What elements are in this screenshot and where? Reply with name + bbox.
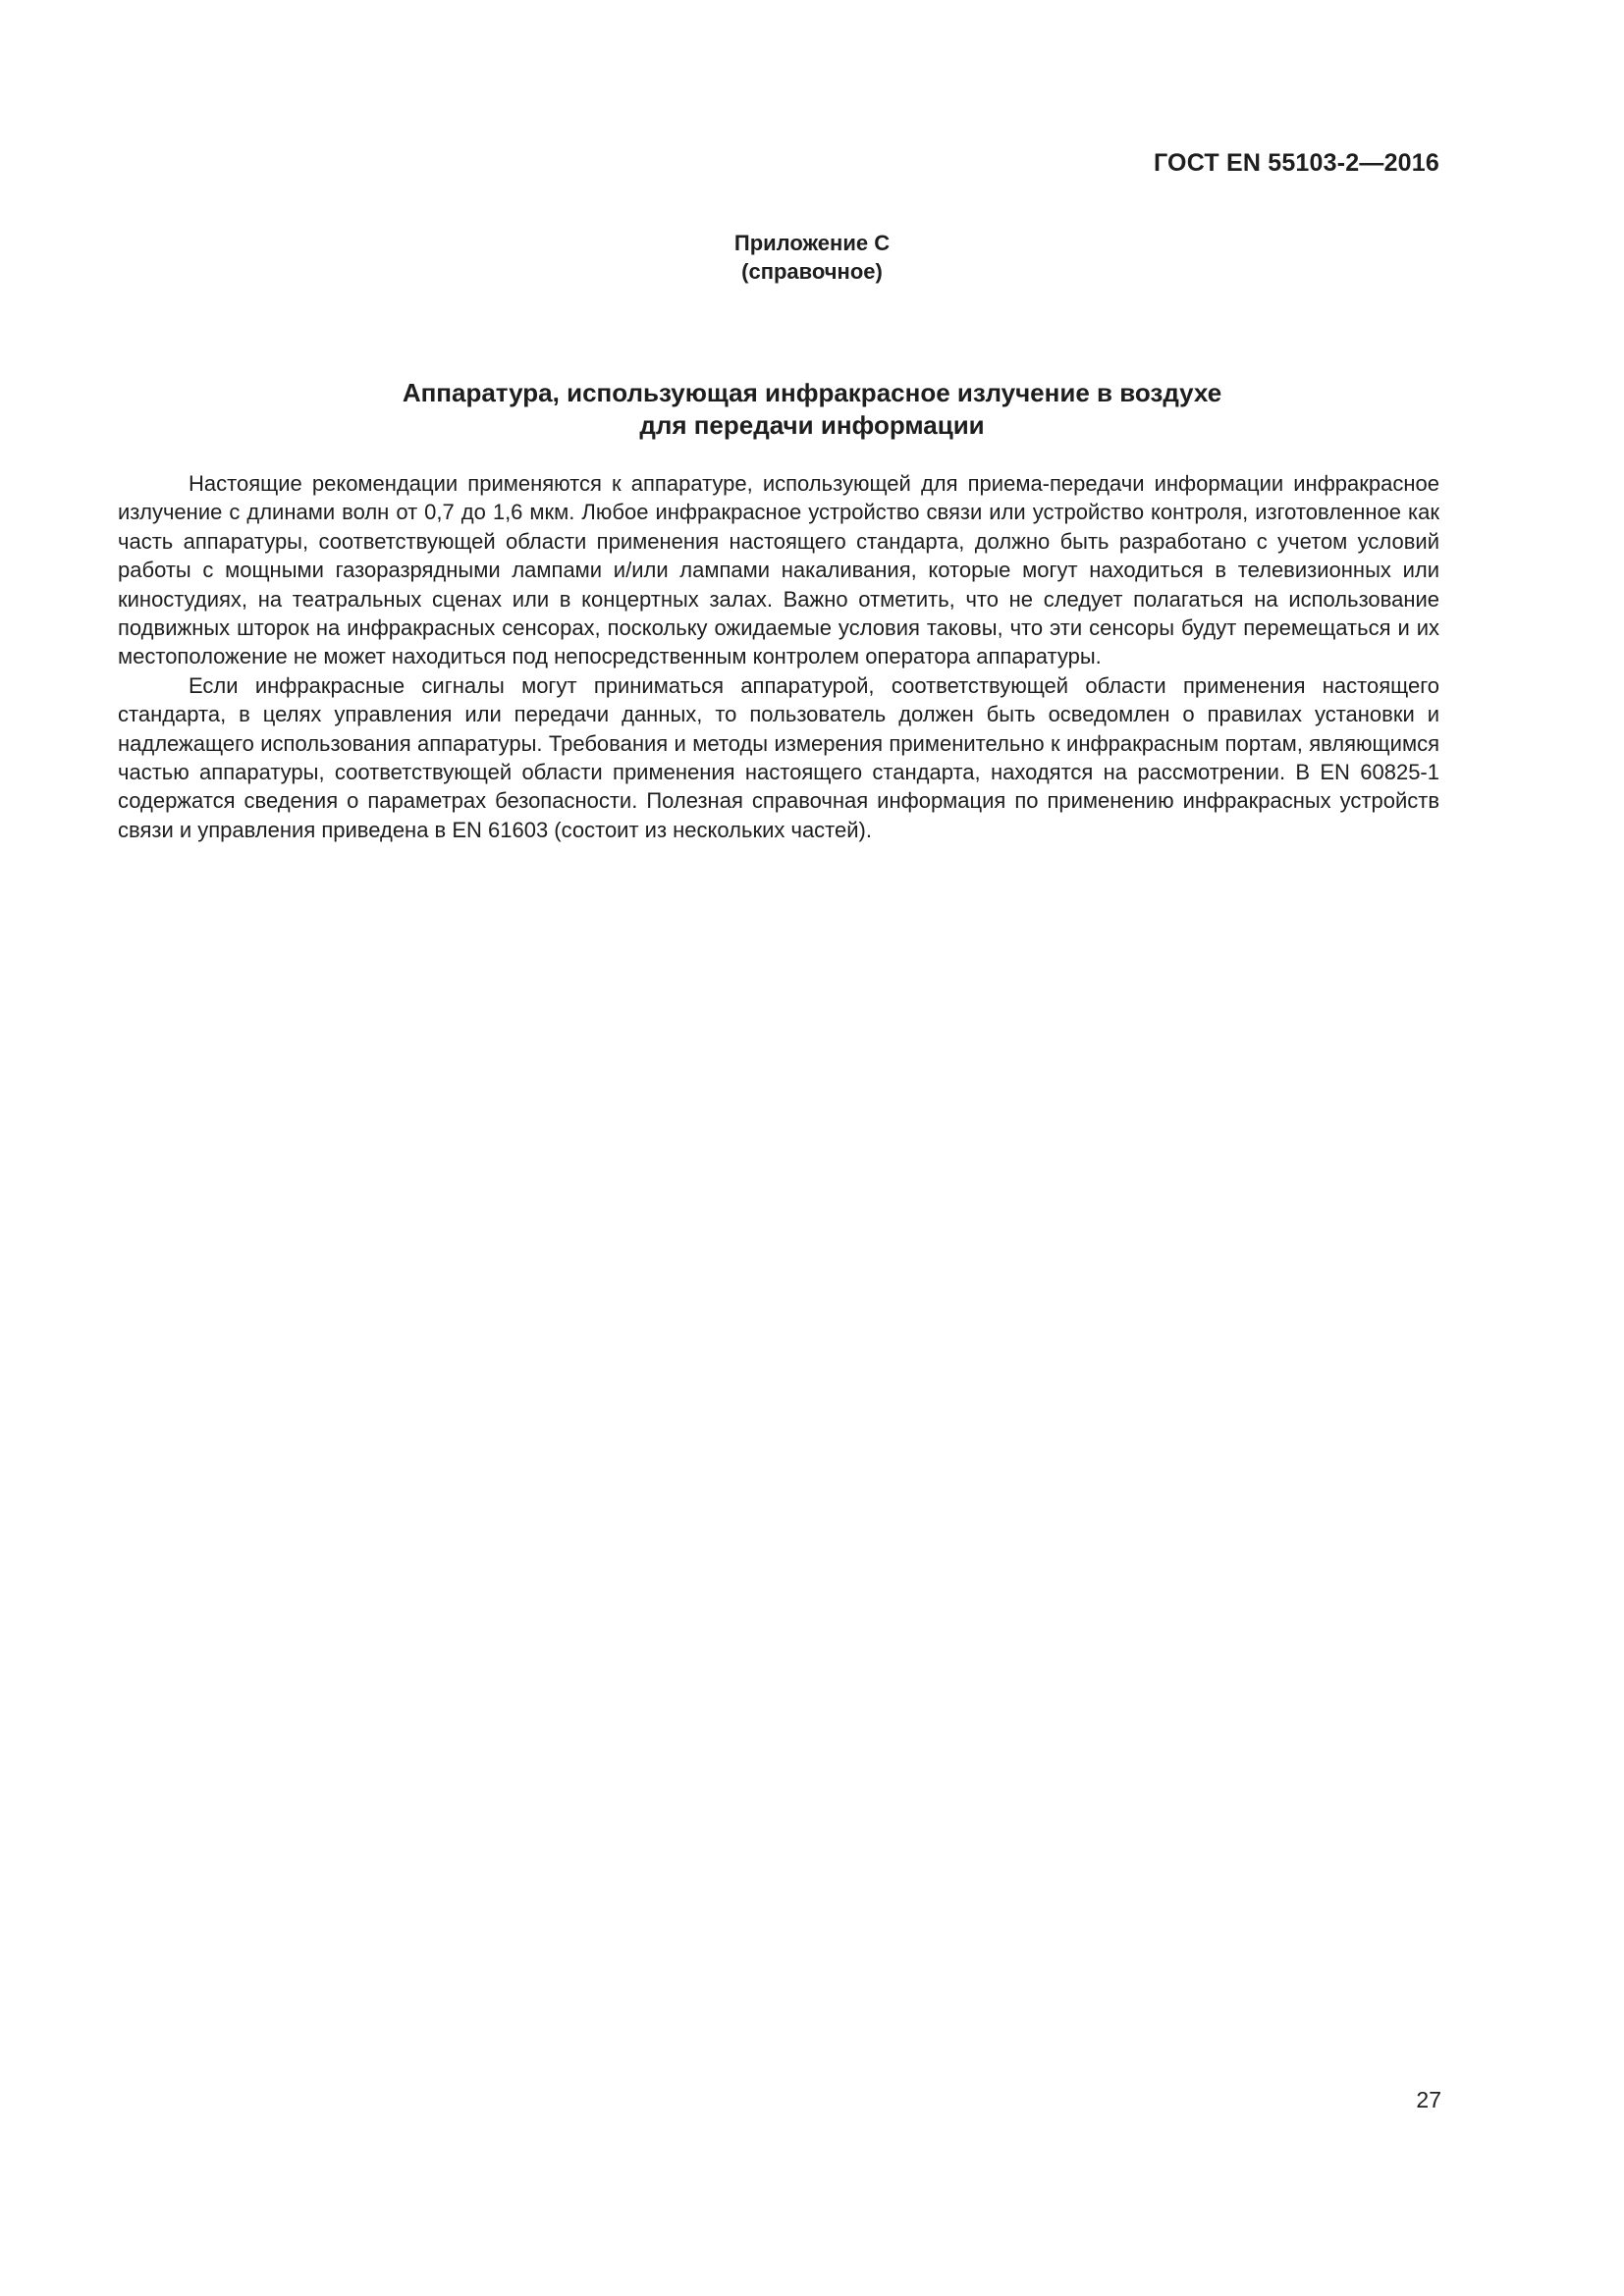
appendix-kind: (справочное) [741, 259, 883, 284]
appendix-heading [0, 229, 1624, 286]
section-title [0, 377, 1624, 442]
section-title-line-2: для передачи информации [639, 410, 985, 440]
appendix-label: Приложение С [733, 231, 891, 255]
section-title-line-1: Аппаратура, использующая инфракрасное излучение в воздухе [402, 378, 1222, 407]
body-text [118, 469, 1439, 844]
document-code: ГОСТ EN 55103-2—2016 [1154, 149, 1439, 177]
paragraph-1: Настоящие рекомендации применяются к аппаратуре, использующей для приема-передачи информации инфракрасное излучение с длинами волн от 0,7 до 1,6 мкм. Любое инфракрасное устройство связи или устройство контроля, изготовленное как часть аппаратуры, соответствующей области применения настоящего стандарта, должно быть разработано с учетом условий работы с мощными газоразрядными лампами и/или лампами накаливания, которые могут находиться в телевизионных или киностудиях, на театральных сценах или в концертных залах. Важно отметить, что не следует полагаться на использование подвижных шторок на инфракрасных сенсорах, поскольку ожидаемые условия таковы, что эти сенсоры будут перемещаться и их местоположение не может находиться под непосредственным контролем оператора аппаратуры. [118, 471, 1439, 669]
paragraph-2: Если инфракрасные сигналы могут приниматься аппаратурой, соответствующей области применения настоящего стандарта, в целях управления или передачи данных, то пользователь должен быть осведомлен о правилах установки и надлежащего использования аппаратуры. Требования и методы измерения применительно к инфракрасным портам, являющимся частью аппаратуры, соответствующей области применения настоящего стандарта, находятся на рассмотрении. В EN 60825-1 содержатся сведения о параметрах безопасности. Полезная справочная информация по применению инфракрасных устройств связи и управления приведена в EN 61603 (состоит из нескольких частей). [118, 672, 1439, 842]
page-number: 27 [1416, 2087, 1441, 2112]
